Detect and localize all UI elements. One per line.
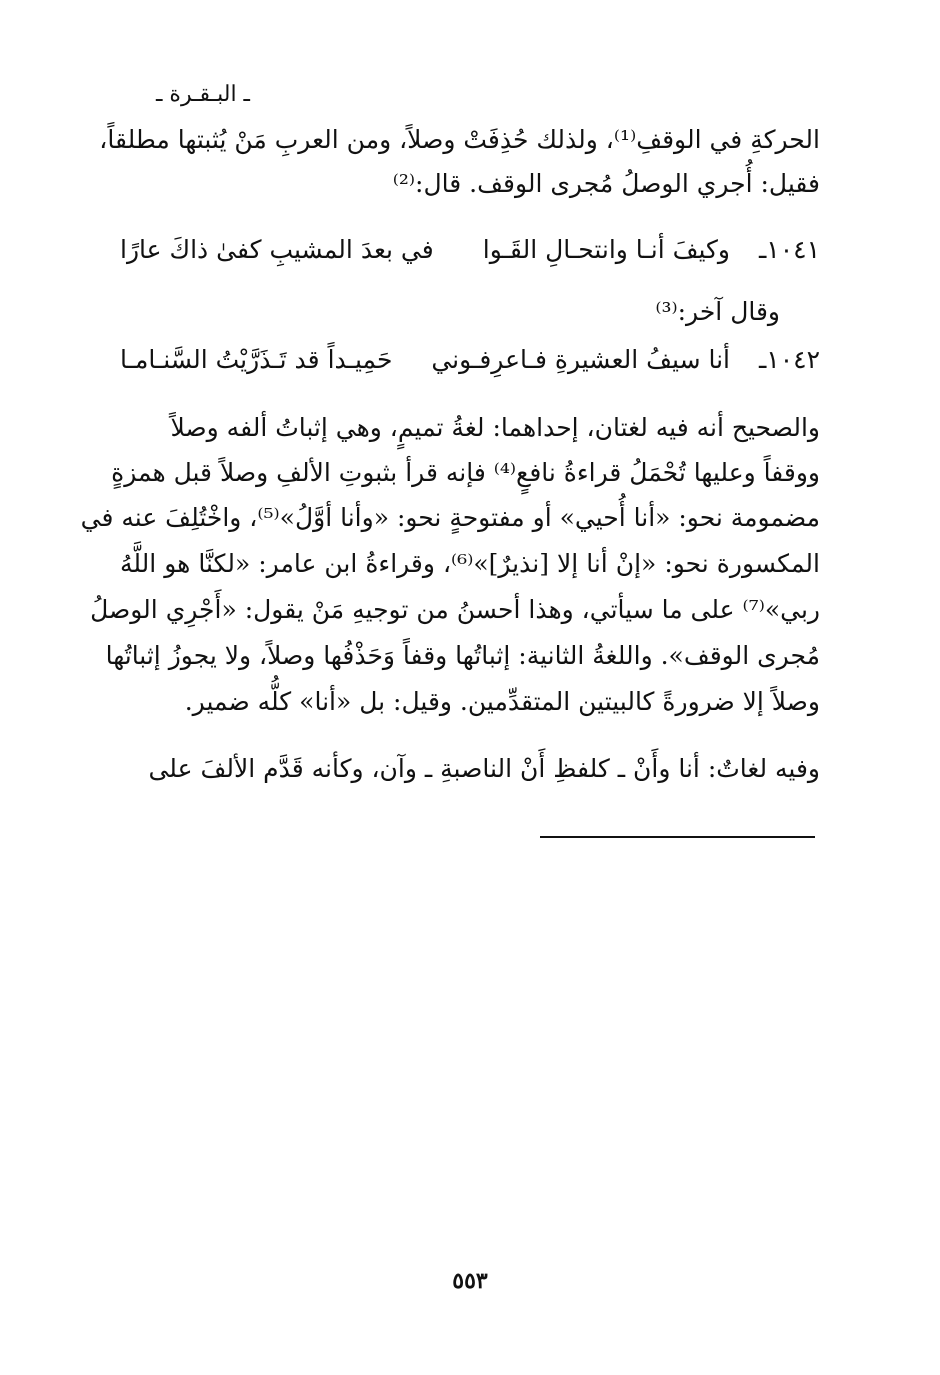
- text-line: الحركةِ في الوقفِ⁽¹⁾، ولذلك حُذِفَتْ وصلاً، ومن العربِ مَنْ يُثبتها مطلقاً،: [99, 125, 820, 154]
- text-line: مُجرى الوقف». واللغةُ الثانية: إثباتُها وقفاً وَحَذْفُها وصلاً، ولا يجوزُ إثباتُها: [105, 641, 820, 670]
- footnote-separator: [540, 836, 815, 838]
- text-line: وصلاً إلا ضرورةً كالبيتين المتقدِّمين. وقيل: بل «أنا» كلُّه ضمير.: [184, 687, 820, 716]
- text-line: ربي»⁽⁷⁾ على ما سيأتي، وهذا أحسنُ من توجيهِ مَنْ يقول: «أَجْرِي الوصلُ: [90, 595, 820, 624]
- text-line: ووقفاً وعليها تُحْمَلُ قراءةُ نافعٍ⁽⁴⁾ فإنه قرأ بثبوتِ الألفِ وصلاً قبل همزةٍ: [111, 458, 820, 487]
- verse-hemistich-first: أنا سيفُ العشيرةِ فـاعرِفـوني: [431, 345, 730, 374]
- verse-hemistich-first: وكيفَ أنـا وانتحـالِ القَـوا: [482, 235, 730, 264]
- verse-number: ١٠٤١ـ: [758, 235, 820, 264]
- verse-intro: وقال آخر:⁽³⁾: [655, 297, 780, 326]
- text-line: مضمومة نحو: «أنا أُحيي» أو مفتوحةٍ نحو: «وأنا أوَّلُ»⁽⁵⁾، واخْتُلِفَ عنه في: [80, 503, 820, 532]
- verse-number: ١٠٤٢ـ: [758, 345, 820, 374]
- text-line: وفيه لغاتٌ: أنا وأَنْ ـ كلفظِ أَنْ الناصبةِ ـ وآن، وكأنه قَدَّم الألفَ على: [148, 754, 820, 783]
- verse-hemistich-second: حَمِيـداً قد تَـذَرَّيْتُ السَّنـامـا: [120, 345, 393, 374]
- text-line: المكسورة نحو: «إنْ أنا إلا [نذيرٌ]»⁽⁶⁾، وقراءةُ ابن عامر: «لكنَّا هو اللَّهُ: [120, 549, 820, 578]
- running-header: ـ البـقـرة ـ: [155, 82, 250, 107]
- text-line: فقيل: أُجري الوصلُ مُجرى الوقف. قال:⁽²⁾: [392, 169, 820, 198]
- page-number: ٥٥٣: [452, 1268, 488, 1294]
- text-line: والصحيح أنه فيه لغتان، إحداهما: لغةُ تميمٍ، وهي إثباتُ ألفه وصلاً: [170, 413, 820, 442]
- verse-hemistich-second: في بعدَ المشيبِ كفىٰ ذاكَ عارًا: [120, 235, 434, 264]
